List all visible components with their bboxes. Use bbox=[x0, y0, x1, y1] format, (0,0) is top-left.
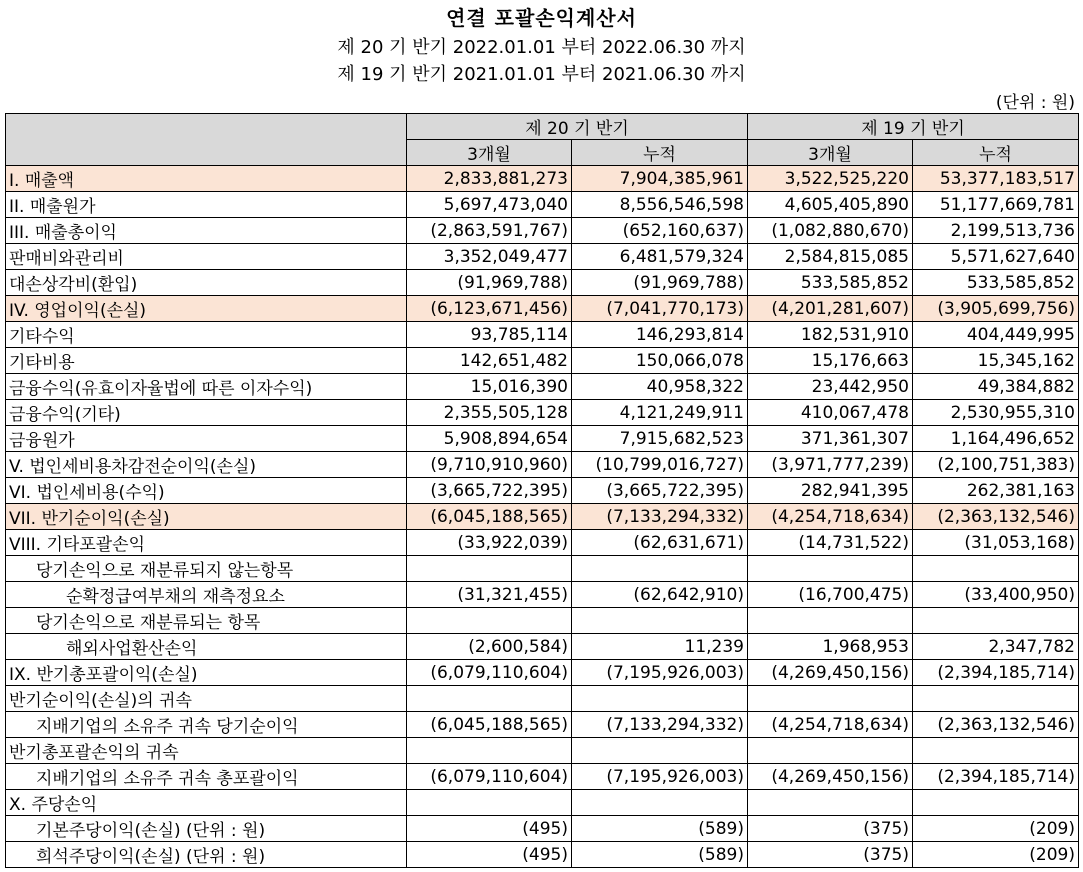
row-label: 해외사업환산손익 bbox=[6, 634, 407, 660]
value-cell: (3,905,699,756) bbox=[913, 296, 1079, 322]
value-cell: 11,239 bbox=[572, 634, 748, 660]
row-label: I. 매출액 bbox=[6, 166, 407, 192]
value-cell: (6,045,188,565) bbox=[407, 504, 572, 530]
value-cell: (209) bbox=[913, 816, 1079, 842]
value-cell: (3,971,777,239) bbox=[748, 452, 913, 478]
label-header-cell bbox=[6, 114, 407, 166]
value-cell: (3,665,722,395) bbox=[407, 478, 572, 504]
value-cell: 146,293,814 bbox=[572, 322, 748, 348]
current-three-month-header: 3개월 bbox=[407, 140, 572, 166]
value-cell: (4,269,450,156) bbox=[748, 764, 913, 790]
value-cell: 6,481,579,324 bbox=[572, 244, 748, 270]
table-row bbox=[6, 400, 1079, 426]
row-label: 희석주당이익(손실) (단위 : 원) bbox=[6, 842, 407, 868]
value-cell bbox=[748, 738, 913, 764]
table-row bbox=[6, 452, 1079, 478]
value-cell: 7,915,682,523 bbox=[572, 426, 748, 452]
value-cell: (2,600,584) bbox=[407, 634, 572, 660]
table-row bbox=[6, 426, 1079, 452]
row-label: VI. 법인세비용(수익) bbox=[6, 478, 407, 504]
value-cell: (62,631,671) bbox=[572, 530, 748, 556]
value-cell: 7,904,385,961 bbox=[572, 166, 748, 192]
table-row bbox=[6, 374, 1079, 400]
row-label: 반기순이익(손실)의 귀속 bbox=[6, 686, 407, 712]
value-cell bbox=[748, 790, 913, 816]
row-label: 당기손익으로 재분류되지 않는항목 bbox=[6, 556, 407, 582]
value-cell: 2,584,815,085 bbox=[748, 244, 913, 270]
prior-cumulative-header: 누적 bbox=[913, 140, 1079, 166]
value-cell: (9,710,910,960) bbox=[407, 452, 572, 478]
table-row bbox=[6, 712, 1079, 738]
row-label: 순확정급여부채의 재측정요소 bbox=[6, 582, 407, 608]
value-cell: 2,347,782 bbox=[913, 634, 1079, 660]
value-cell: 1,968,953 bbox=[748, 634, 913, 660]
value-cell: (4,254,718,634) bbox=[748, 504, 913, 530]
table-row bbox=[6, 478, 1079, 504]
value-cell: 410,067,478 bbox=[748, 400, 913, 426]
value-cell: 5,571,627,640 bbox=[913, 244, 1079, 270]
value-cell: 3,522,525,220 bbox=[748, 166, 913, 192]
value-cell: (375) bbox=[748, 842, 913, 868]
value-cell: 53,377,183,517 bbox=[913, 166, 1079, 192]
row-label: 기본주당이익(손실) (단위 : 원) bbox=[6, 816, 407, 842]
row-label: V. 법인세비용차감전순이익(손실) bbox=[6, 452, 407, 478]
value-cell: 23,442,950 bbox=[748, 374, 913, 400]
row-label: 금융수익(유효이자율법에 따른 이자수익) bbox=[6, 374, 407, 400]
value-cell: 142,651,482 bbox=[407, 348, 572, 374]
value-cell bbox=[748, 608, 913, 634]
table-row bbox=[6, 296, 1079, 322]
table-row bbox=[6, 686, 1079, 712]
value-cell: (589) bbox=[572, 842, 748, 868]
value-cell bbox=[407, 608, 572, 634]
value-cell: (2,394,185,714) bbox=[913, 660, 1079, 686]
value-cell: (62,642,910) bbox=[572, 582, 748, 608]
row-label: IX. 반기총포괄이익(손실) bbox=[6, 660, 407, 686]
value-cell bbox=[407, 556, 572, 582]
value-cell: 4,605,405,890 bbox=[748, 192, 913, 218]
value-cell bbox=[572, 738, 748, 764]
value-cell: (2,394,185,714) bbox=[913, 764, 1079, 790]
value-cell bbox=[913, 790, 1079, 816]
value-cell: (33,400,950) bbox=[913, 582, 1079, 608]
value-cell: (589) bbox=[572, 816, 748, 842]
row-label: 대손상각비(환입) bbox=[6, 270, 407, 296]
value-cell: (10,799,016,727) bbox=[572, 452, 748, 478]
statement-title: 연결 포괄손익계산서 bbox=[446, 6, 637, 30]
value-cell: 4,121,249,911 bbox=[572, 400, 748, 426]
value-cell: (1,082,880,670) bbox=[748, 218, 913, 244]
value-cell bbox=[572, 556, 748, 582]
value-cell: 15,345,162 bbox=[913, 348, 1079, 374]
table-row bbox=[6, 348, 1079, 374]
value-cell: 2,530,955,310 bbox=[913, 400, 1079, 426]
row-label: 지배기업의 소유주 귀속 당기순이익 bbox=[6, 712, 407, 738]
value-cell bbox=[407, 738, 572, 764]
table-row bbox=[6, 270, 1079, 296]
row-label: 기타수익 bbox=[6, 322, 407, 348]
value-cell: 2,833,881,273 bbox=[407, 166, 572, 192]
value-cell: 404,449,995 bbox=[913, 322, 1079, 348]
value-cell bbox=[913, 608, 1079, 634]
value-cell: 150,066,078 bbox=[572, 348, 748, 374]
value-cell bbox=[913, 686, 1079, 712]
value-cell: 371,361,307 bbox=[748, 426, 913, 452]
prior-three-month-header: 3개월 bbox=[748, 140, 913, 166]
value-cell: (652,160,637) bbox=[572, 218, 748, 244]
value-cell: (31,053,168) bbox=[913, 530, 1079, 556]
table-row bbox=[6, 166, 1079, 192]
current-period-line: 제 20 기 반기 2022.01.01 부터 2022.06.30 까지 bbox=[337, 37, 746, 58]
table-row bbox=[6, 322, 1079, 348]
value-cell: (4,254,718,634) bbox=[748, 712, 913, 738]
value-cell: 51,177,669,781 bbox=[913, 192, 1079, 218]
value-cell: 2,355,505,128 bbox=[407, 400, 572, 426]
value-cell: 40,958,322 bbox=[572, 374, 748, 400]
table-row bbox=[6, 504, 1079, 530]
table-row bbox=[6, 608, 1079, 634]
value-cell bbox=[913, 738, 1079, 764]
value-cell: (2,363,132,546) bbox=[913, 712, 1079, 738]
value-cell: (7,195,926,003) bbox=[572, 764, 748, 790]
value-cell bbox=[913, 556, 1079, 582]
value-cell: 533,585,852 bbox=[748, 270, 913, 296]
value-cell: (6,045,188,565) bbox=[407, 712, 572, 738]
value-cell: (7,133,294,332) bbox=[572, 712, 748, 738]
value-cell: (495) bbox=[407, 816, 572, 842]
row-label: 기타비용 bbox=[6, 348, 407, 374]
value-cell: (7,195,926,003) bbox=[572, 660, 748, 686]
table-row bbox=[6, 244, 1079, 270]
value-cell: 15,016,390 bbox=[407, 374, 572, 400]
value-cell bbox=[407, 790, 572, 816]
row-label: 금융원가 bbox=[6, 426, 407, 452]
value-cell: (6,079,110,604) bbox=[407, 764, 572, 790]
table-row bbox=[6, 634, 1079, 660]
row-label: 당기손익으로 재분류되는 항목 bbox=[6, 608, 407, 634]
row-label: 금융수익(기타) bbox=[6, 400, 407, 426]
value-cell: 1,164,496,652 bbox=[913, 426, 1079, 452]
statement-body bbox=[6, 166, 1079, 868]
value-cell: (7,041,770,173) bbox=[572, 296, 748, 322]
value-cell bbox=[748, 686, 913, 712]
value-cell: 182,531,910 bbox=[748, 322, 913, 348]
prior-period-line: 제 19 기 반기 2021.01.01 부터 2021.06.30 까지 bbox=[337, 64, 746, 85]
value-cell: 3,352,049,477 bbox=[407, 244, 572, 270]
value-cell: 5,908,894,654 bbox=[407, 426, 572, 452]
value-cell: 49,384,882 bbox=[913, 374, 1079, 400]
value-cell: (4,269,450,156) bbox=[748, 660, 913, 686]
value-cell bbox=[572, 686, 748, 712]
value-cell: (375) bbox=[748, 816, 913, 842]
value-cell: (31,321,455) bbox=[407, 582, 572, 608]
table-row bbox=[6, 530, 1079, 556]
row-label: III. 매출총이익 bbox=[6, 218, 407, 244]
value-cell: 15,176,663 bbox=[748, 348, 913, 374]
row-label: 지배기업의 소유주 귀속 총포괄이익 bbox=[6, 764, 407, 790]
value-cell: 282,941,395 bbox=[748, 478, 913, 504]
value-cell: (3,665,722,395) bbox=[572, 478, 748, 504]
table-row bbox=[6, 842, 1079, 868]
row-label: VIII. 기타포괄손익 bbox=[6, 530, 407, 556]
value-cell: 262,381,163 bbox=[913, 478, 1079, 504]
table-row bbox=[6, 764, 1079, 790]
value-cell: (33,922,039) bbox=[407, 530, 572, 556]
value-cell: (7,133,294,332) bbox=[572, 504, 748, 530]
value-cell: 8,556,546,598 bbox=[572, 192, 748, 218]
table-row bbox=[6, 582, 1079, 608]
row-label: X. 주당손익 bbox=[6, 790, 407, 816]
value-cell: (91,969,788) bbox=[572, 270, 748, 296]
row-label: 반기총포괄손익의 귀속 bbox=[6, 738, 407, 764]
value-cell: (6,123,671,456) bbox=[407, 296, 572, 322]
value-cell: (91,969,788) bbox=[407, 270, 572, 296]
table-row bbox=[6, 790, 1079, 816]
value-cell: (2,863,591,767) bbox=[407, 218, 572, 244]
table-row bbox=[6, 556, 1079, 582]
table-row bbox=[6, 218, 1079, 244]
value-cell: 5,697,473,040 bbox=[407, 192, 572, 218]
unit-label: (단위 : 원) bbox=[995, 93, 1075, 113]
current-period-header: 제 20 기 반기 bbox=[407, 114, 748, 140]
value-cell: (16,700,475) bbox=[748, 582, 913, 608]
current-cumulative-header: 누적 bbox=[572, 140, 748, 166]
row-label: VII. 반기순이익(손실) bbox=[6, 504, 407, 530]
table-row bbox=[6, 192, 1079, 218]
value-cell: (6,079,110,604) bbox=[407, 660, 572, 686]
row-label: 판매비와관리비 bbox=[6, 244, 407, 270]
value-cell bbox=[572, 790, 748, 816]
value-cell: 533,585,852 bbox=[913, 270, 1079, 296]
value-cell: 2,199,513,736 bbox=[913, 218, 1079, 244]
value-cell bbox=[748, 556, 913, 582]
table-row bbox=[6, 738, 1079, 764]
value-cell: (2,363,132,546) bbox=[913, 504, 1079, 530]
value-cell: (4,201,281,607) bbox=[748, 296, 913, 322]
value-cell: (495) bbox=[407, 842, 572, 868]
value-cell: 93,785,114 bbox=[407, 322, 572, 348]
value-cell: (2,100,751,383) bbox=[913, 452, 1079, 478]
income-statement-table bbox=[5, 113, 1079, 868]
table-row bbox=[6, 660, 1079, 686]
value-cell: (209) bbox=[913, 842, 1079, 868]
table-row bbox=[6, 816, 1079, 842]
value-cell bbox=[572, 608, 748, 634]
value-cell: (14,731,522) bbox=[748, 530, 913, 556]
prior-period-header: 제 19 기 반기 bbox=[748, 114, 1079, 140]
row-label: IV. 영업이익(손실) bbox=[6, 296, 407, 322]
row-label: II. 매출원가 bbox=[6, 192, 407, 218]
value-cell bbox=[407, 686, 572, 712]
